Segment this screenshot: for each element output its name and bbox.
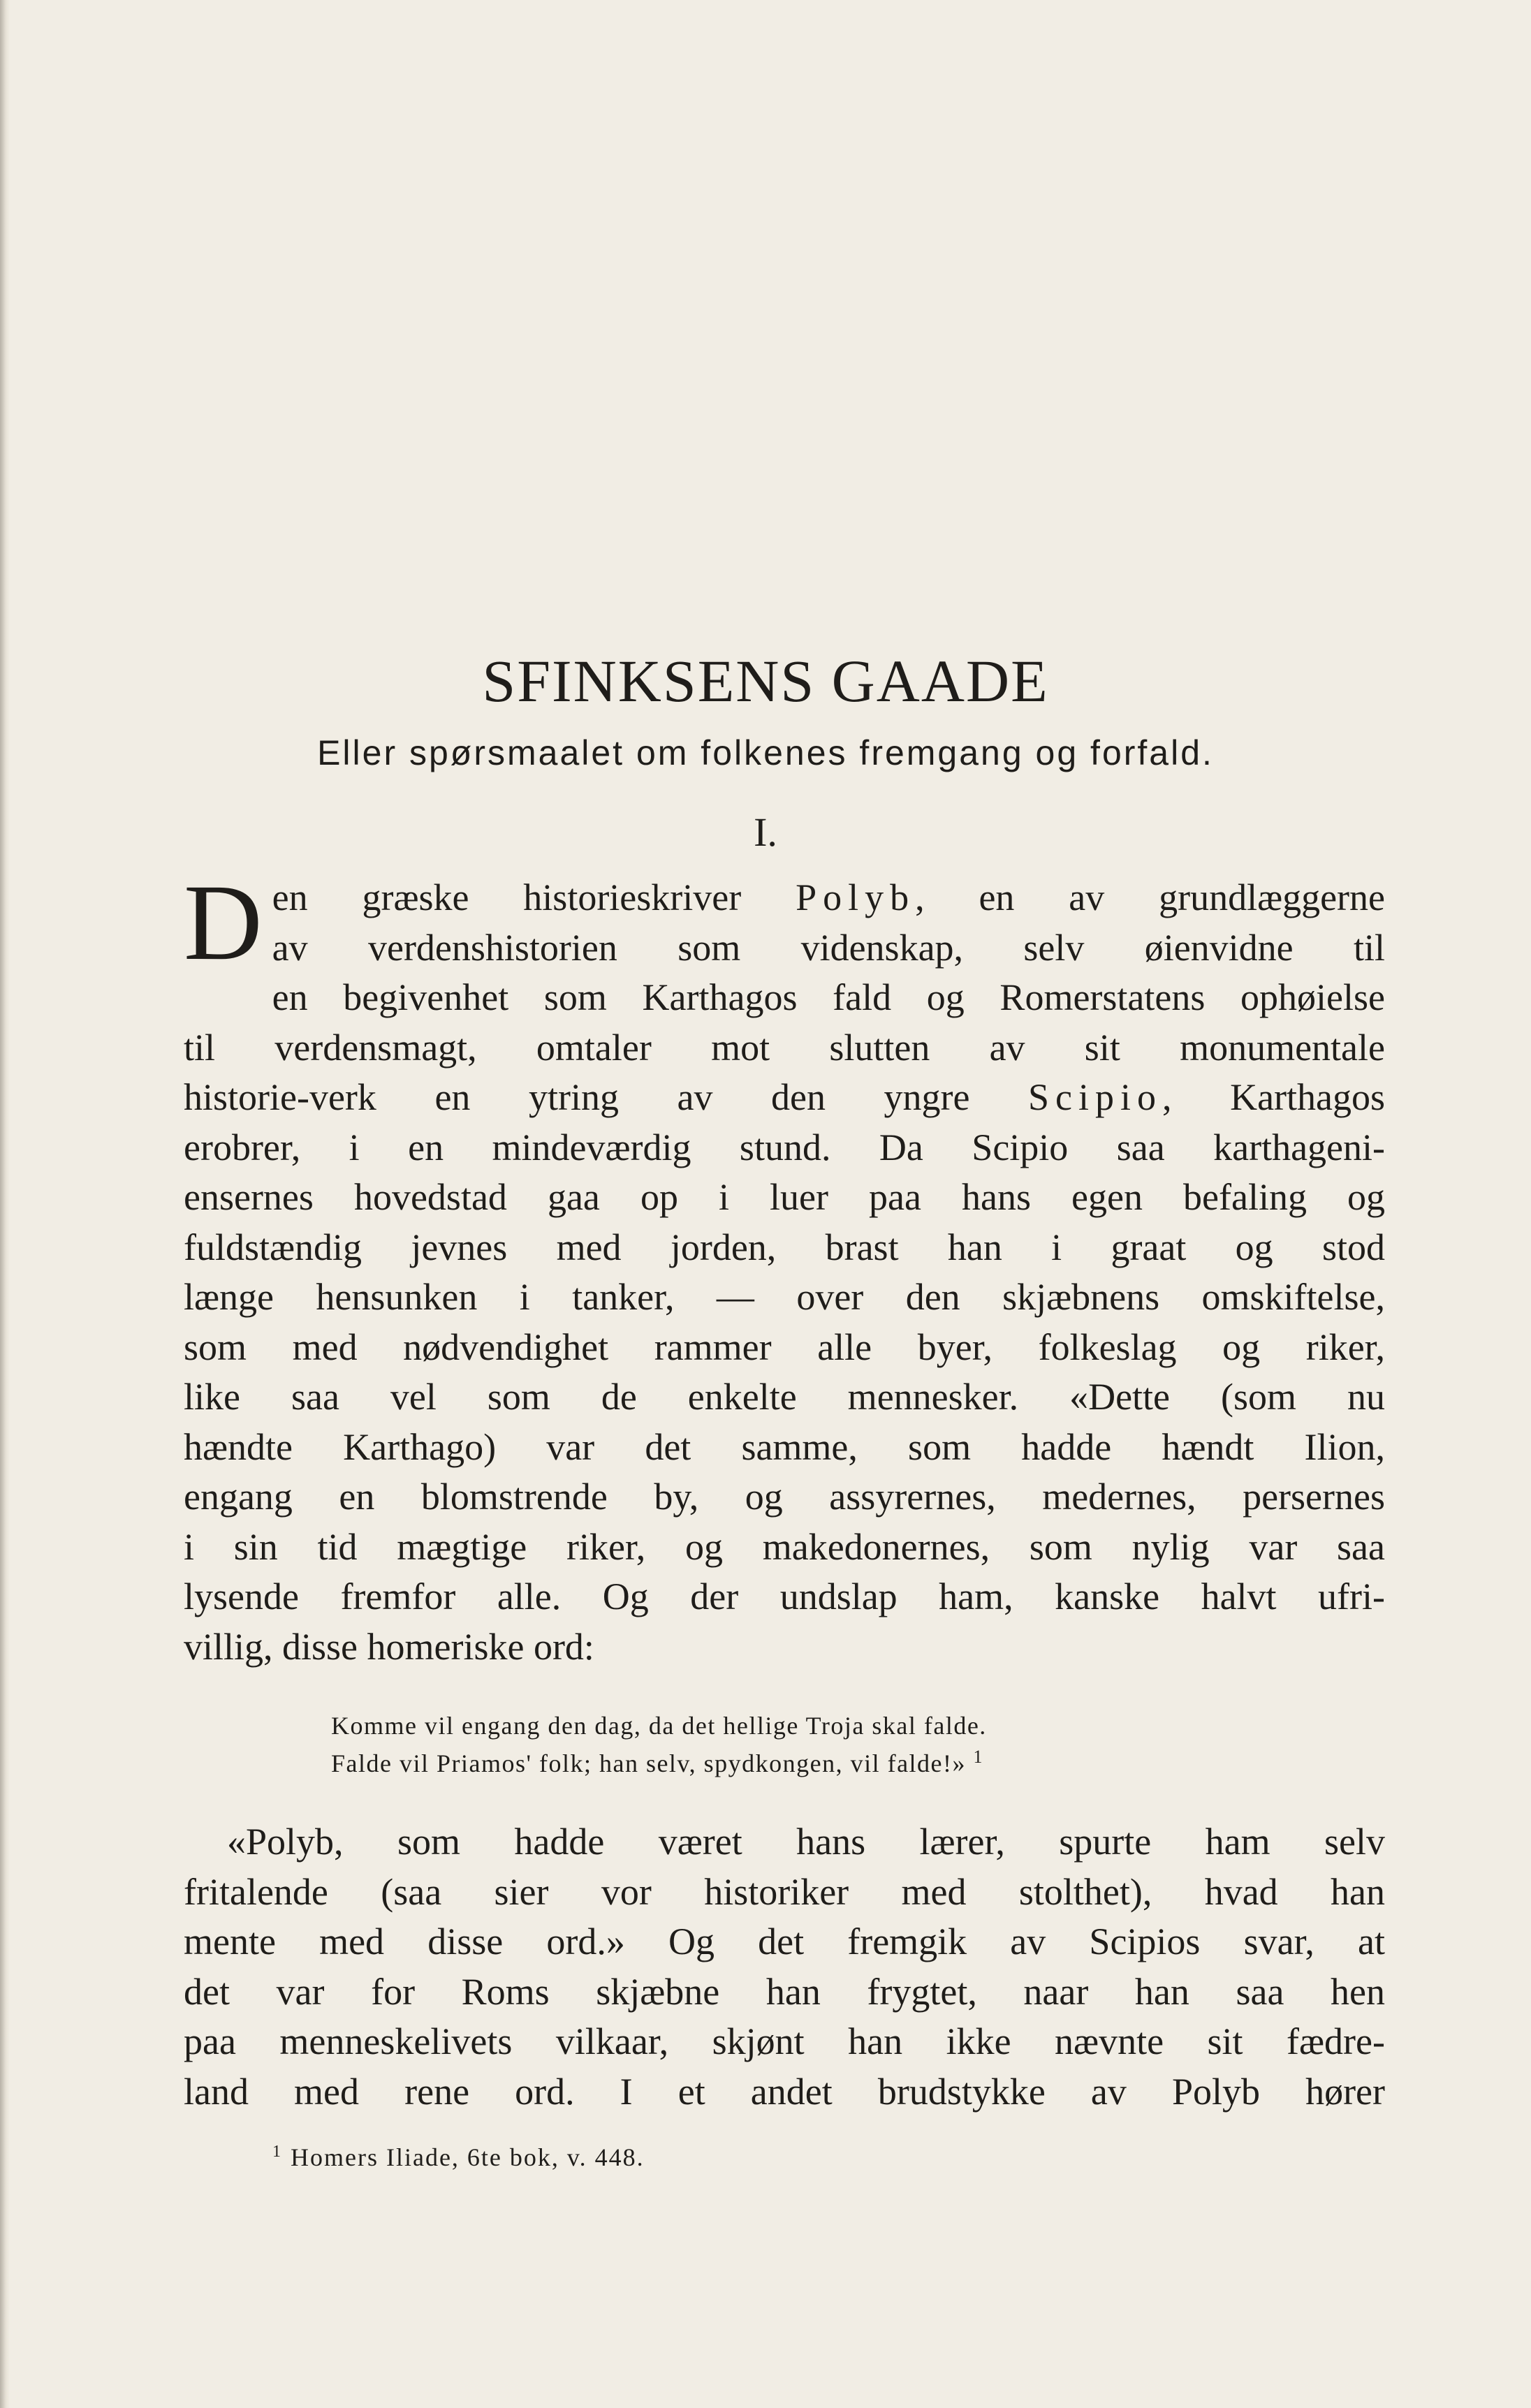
text-line: paa menneskelivets vilkaar, skjønt han ikke nævnte sit fædre- <box>184 2020 1385 2062</box>
text-line: «Polyb, som hadde været hans lærer, spurte ham selv <box>227 1821 1385 1863</box>
text-line: lysende fremfor alle. Og der undslap ham, kanske halvt ufri- <box>184 1576 1385 1617</box>
text-line: villig, disse homeriske ord: <box>184 1625 594 1668</box>
chapter-title: SFINKSENS GAADE <box>482 647 1049 714</box>
text-line: av verdenshistorien som videnskap, selv øienvidne til <box>272 926 1385 969</box>
paragraph-2 <box>184 1817 1385 2117</box>
text-line: en græske historieskriver Polyb, en av grundlæggerne <box>272 876 1386 918</box>
text-line: fuldstændig jevnes med jorden, brast han i graat og stod <box>184 1226 1385 1268</box>
verse-line: Komme vil engang den dag, da det hellige Troja skal falde. <box>331 1712 987 1740</box>
page-binding-edge <box>0 0 10 2408</box>
text-line: længe hensunken i tanker, — over den skjæbnens omskiftelse, <box>184 1276 1385 1318</box>
text-line: fritalende (saa sier vor historiker med stolthet), hvad han <box>184 1870 1385 1913</box>
text-line: det var for Roms skjæbne han frygtet, naar han saa hen <box>184 1970 1385 2013</box>
text-line: engang en blomstrende by, og assyrernes, medernes, persernes <box>184 1476 1385 1518</box>
text-line: like saa vel som de enkelte mennesker. «Dette (som nu <box>184 1376 1385 1418</box>
footnote <box>272 2134 645 2175</box>
text-line: hændte Karthago) var det samme, som hadde hændt Ilion, <box>184 1425 1385 1468</box>
text-line: som med nødvendighet rammer alle byer, folkeslag og riker, <box>184 1326 1385 1368</box>
drop-cap: D <box>184 862 263 983</box>
footnote-text: Homers Iliade, 6te bok, v. 448. <box>291 2143 645 2171</box>
text-line: historie-verk en ytring av den yngre Scipio, Karthagos <box>184 1076 1386 1118</box>
name-scipio: Scipio <box>1028 1076 1163 1118</box>
text-line: i sin tid mægtige riker, og makedonernes, som nylig var saa <box>184 1525 1385 1568</box>
verse-quote <box>331 1707 1309 1782</box>
section-number: I. <box>754 809 777 855</box>
text-line: ensernes hovedstad gaa op i luer paa hans egen befaling og <box>184 1176 1385 1218</box>
footnote-number: 1 <box>272 2143 282 2161</box>
text-line: land med rene ord. I et andet brudstykke av Polyb hører <box>184 2070 1385 2113</box>
name-polyb: Polyb <box>796 876 916 918</box>
text-line: erobrer, i en mindeværdig stund. Da Scipio saa karthageni- <box>184 1126 1385 1168</box>
text-line: en begivenhet som Karthagos fald og Romerstatens ophøielse <box>272 976 1385 1018</box>
text-line: mente med disse ord.» Og det fremgik av Scipios svar, at <box>184 1921 1385 1962</box>
text-line: til verdensmagt, omtaler mot slutten av sit monumentale <box>184 1026 1385 1069</box>
footnote-reference: 1 <box>973 1747 984 1767</box>
chapter-subtitle: Eller spørsmaalet om folkenes fremgang og forfald. <box>317 733 1214 772</box>
paragraph-1 <box>184 862 1386 1672</box>
verse-line: Falde vil Priamos' folk; han selv, spydkongen, vil falde!» $^1$ <box>331 1747 984 1777</box>
